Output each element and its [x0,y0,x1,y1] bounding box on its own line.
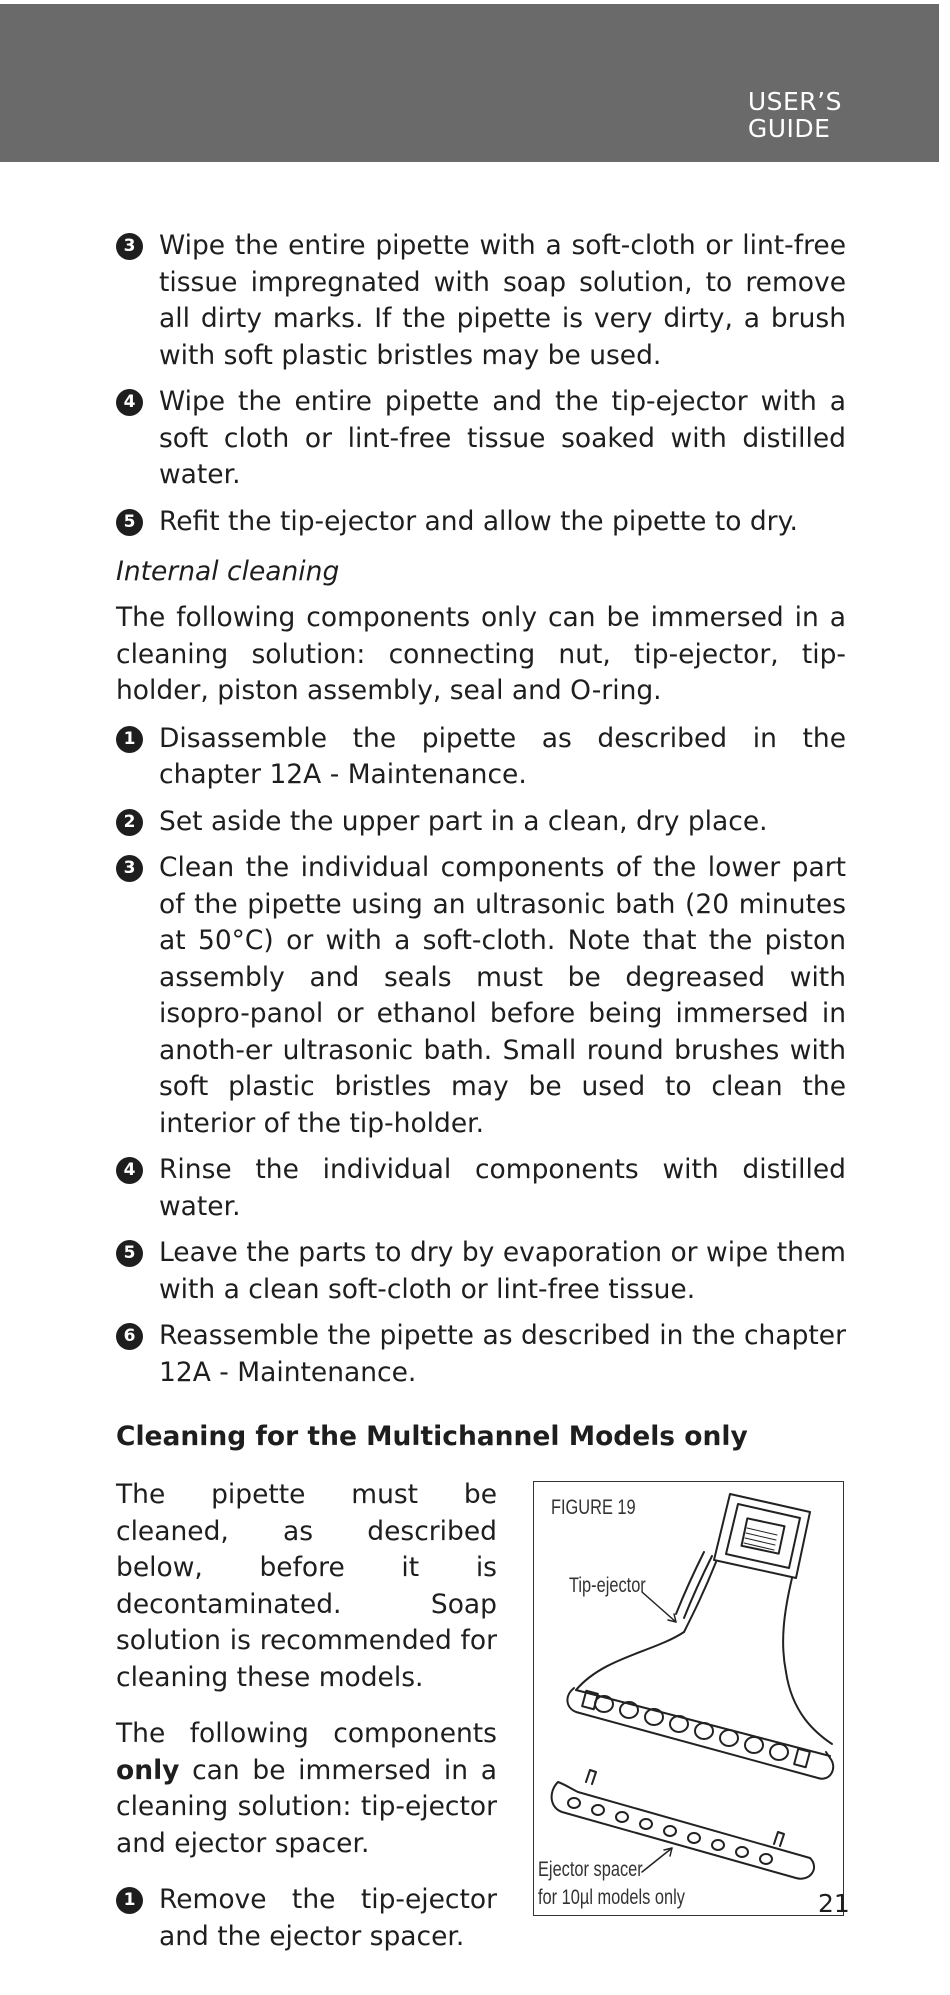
para2-start: The following components [116,1718,497,1749]
step-number-badge: 3 [116,233,143,260]
multichannel-para-2 [116,1716,497,1862]
multichannel-section [116,1477,846,1952]
step-item [116,721,846,794]
step-item [116,228,846,374]
guide-title-line2: GUIDE [747,114,831,143]
step-text: Clean the individual components of the lower part of the pipette using an ultrasonic bath (20 minutes at 50°C) or with a soft-cloth. Note that the piston assembly and seals must be degreased with isopro-panol or ethanol before being immersed in anoth-er ultrasonic bath. Small round brushes with soft plastic bristles may be used to clean the interior of the tip-holder. [159,852,846,1139]
step-number-badge: 1 [116,1887,143,1914]
figure-caption: FIGURE 19 [551,1496,636,1519]
step-item [116,1318,846,1391]
step-number-badge: 2 [116,809,143,836]
step-text: Rinse the individual components with distilled water. [159,1154,846,1222]
step-number-badge: 3 [116,855,143,882]
step-item [116,1882,497,1955]
figure-19 [533,1481,844,1916]
step-text: Disassemble the pipette as described in the chapter 12A - Maintenance. [159,722,846,790]
step-item [116,384,846,494]
step-text: Wipe the entire pipette and the tip-ejector with a soft cloth or lint-free tissue soaked with distilled water. [159,386,846,490]
step-item [116,1235,846,1308]
step-number-badge: 4 [116,389,143,416]
multichannel-heading: Cleaning for the Multichannel Models only [116,1421,748,1452]
step-text: Leave the parts to dry by evaporation or wipe them with a clean soft-cloth or lint-free tissue. [159,1237,846,1305]
page-number: 21 [818,1889,850,1918]
multichannel-para-1: The pipette must be cleaned, as described below, before it is decontaminated. Soap solution is recommended for cleaning these models. [116,1479,497,1693]
step-number-badge: 6 [116,1323,143,1350]
step-text: Refit the tip-ejector and allow the pipette to dry. [159,505,798,537]
multichannel-text-column [116,1477,497,1965]
ejector-spacer-label-line2: for 10µl models only [538,1886,685,1909]
step-text: Remove the tip-ejector and the ejector spacer. [159,1884,497,1952]
para2-emphasis: only [116,1754,180,1786]
step-text: Wipe the entire pipette with a soft-cloth or lint-free tissue impregnated with soap solution, to remove all dirty marks. If the pipette is very dirty, a brush with soft plastic bristles may be used. [159,230,846,371]
step-text: Set aside the upper part in a clean, dry place. [159,805,768,837]
step-number-badge: 1 [116,726,143,753]
step-item [116,504,846,541]
main-content [116,228,846,1952]
guide-title [748,88,842,142]
step-number-badge: 4 [116,1157,143,1184]
ejector-spacer-label-line1: Ejector spacer [538,1858,643,1881]
internal-cleaning-intro: The following components only can be immersed in a cleaning solution: connecting nut, tip-ejector, tip-holder, piston assembly, seal and O-ring. [116,602,846,706]
internal-cleaning-heading: Internal cleaning [116,556,340,587]
para2-end: can be immersed in a cleaning solution: tip-ejector and ejector spacer. [116,1754,497,1859]
tip-ejector-label: Tip-ejector [569,1574,646,1597]
header-band [0,4,939,162]
step-text: Reassemble the pipette as described in the chapter 12A - Maintenance. [159,1320,846,1388]
step-item [116,850,846,1142]
step-number-badge: 5 [116,509,143,536]
pipette-illustration [534,1482,843,1915]
step-item [116,1152,846,1225]
step-item [116,804,846,841]
guide-title-line1: USER’S [747,87,842,116]
step-number-badge: 5 [116,1240,143,1267]
